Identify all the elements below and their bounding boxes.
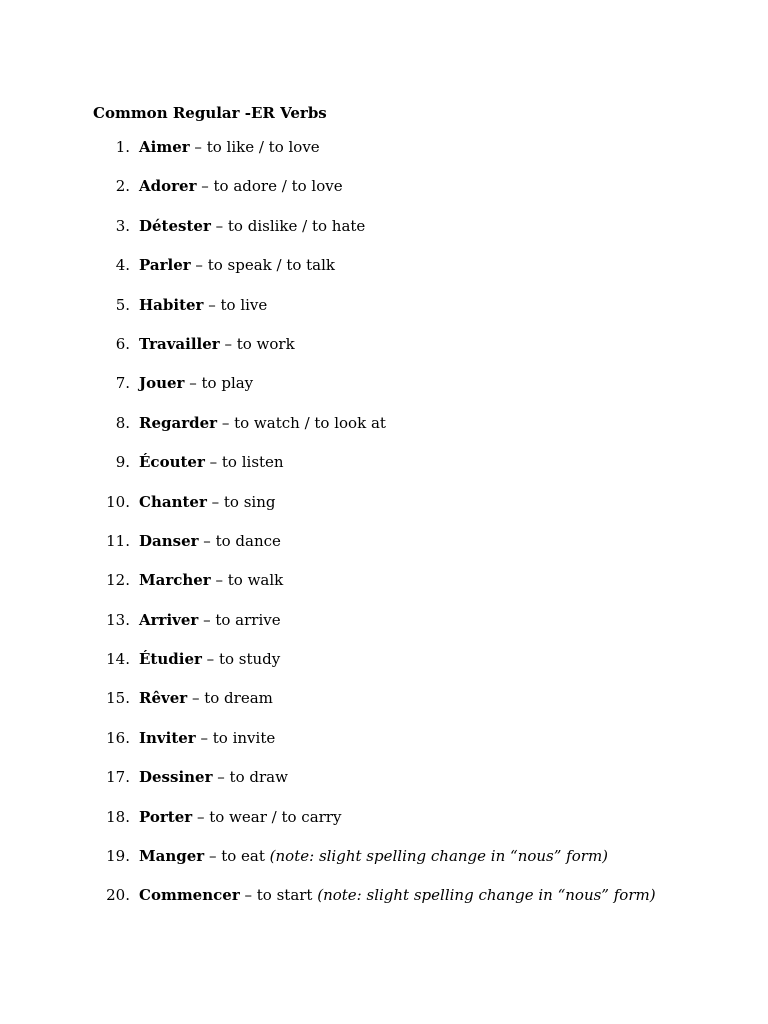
list-item [0,570,768,609]
item-body [139,413,386,433]
list-item [0,176,768,215]
dash-separator: – [210,571,228,590]
item-body [139,295,267,315]
dash-separator: – [217,413,235,432]
item-number: 1. [115,138,130,156]
french-verb: Commencer [139,886,240,905]
french-verb: Arriver [139,610,199,629]
item-body [139,610,281,630]
item-body [139,373,253,393]
english-meaning: to study [218,650,281,669]
list-item [0,688,768,727]
list-item [0,807,768,846]
item-number: 16. [106,728,130,747]
french-verb: Dessiner [139,768,213,787]
item-number: 11. [106,531,130,550]
french-verb: Adorer [139,177,197,196]
french-verb: Chanter [139,492,207,511]
dash-separator: – [196,177,214,196]
french-verb: Écouter [139,453,205,472]
item-number: 5. [115,295,130,314]
dash-separator: – [189,138,207,156]
item-body [139,688,273,708]
dash-separator: – [198,610,216,629]
french-verb: Marcher [139,571,211,590]
item-body [139,728,275,748]
item-body [139,570,283,590]
french-verb: Porter [139,807,193,826]
list-item [0,846,768,885]
dash-separator: – [192,807,210,826]
english-meaning: to play [201,374,254,393]
item-body [139,885,656,905]
english-meaning: to listen [221,453,284,472]
item-number: 12. [106,571,130,590]
english-meaning: to like / to love [206,138,320,156]
list-item [0,885,768,924]
list-item [0,334,768,373]
english-meaning: to sing [223,492,276,511]
item-number: 13. [106,610,130,629]
item-body [139,255,335,275]
dash-separator: – [198,531,216,550]
french-verb: Habiter [139,295,204,314]
french-verb: Inviter [139,728,196,747]
item-body [139,137,320,157]
list-item [0,373,768,412]
item-body [139,649,280,669]
english-meaning: to arrive [215,610,281,629]
item-number: 8. [115,413,130,432]
document-title: Common Regular -ER Verbs [93,104,327,122]
english-meaning: to dislike / to hate [227,216,366,235]
dash-separator: – [239,886,257,905]
english-meaning: to speak / to talk [207,256,336,275]
english-meaning: to invite [212,728,276,747]
dash-separator: – [190,256,208,275]
english-meaning: to adore / to love [213,177,343,196]
english-meaning: to dream [204,689,273,708]
list-item [0,216,768,255]
english-meaning: to work [236,334,295,353]
french-verb: Parler [139,256,191,275]
item-number: 20. [106,886,130,905]
dash-separator: – [204,453,222,472]
dash-separator: – [195,728,213,747]
list-item [0,452,768,491]
english-meaning: to start [256,886,318,905]
item-number: 10. [106,492,130,511]
dash-separator: – [210,216,228,235]
french-verb: Étudier [139,650,202,669]
dash-separator: – [187,689,205,708]
item-body [139,334,295,354]
english-meaning: to draw [229,768,288,787]
item-body [139,452,284,472]
verb-list [0,137,768,925]
english-meaning: to live [220,295,268,314]
english-meaning: to walk [227,571,284,590]
item-number: 15. [106,689,130,708]
list-item [0,255,768,294]
french-verb: Aimer [139,138,190,156]
list-item [0,492,768,531]
french-verb: Danser [139,531,199,550]
spelling-note: (note: slight spelling change in “nous” form) [269,847,609,866]
item-number: 14. [106,650,130,669]
dash-separator: – [204,847,222,866]
french-verb: Rêver [139,689,188,708]
french-verb: Jouer [139,374,185,393]
list-item [0,137,768,176]
item-number: 9. [115,453,130,472]
list-item [0,413,768,452]
list-item [0,531,768,570]
item-number: 4. [115,256,130,275]
item-number: 7. [115,374,130,393]
spelling-note: (note: slight spelling change in “nous” form) [317,886,656,905]
french-verb: Travailler [139,334,220,353]
list-item [0,728,768,767]
dash-separator: – [184,374,202,393]
dash-separator: – [206,492,224,511]
item-number: 19. [106,847,130,866]
item-body [139,176,343,196]
list-item [0,610,768,649]
list-item [0,295,768,334]
dash-separator: – [203,295,221,314]
item-number: 18. [106,807,130,826]
list-item [0,767,768,806]
english-meaning: to eat [221,847,270,866]
english-meaning: to watch / to look at [234,413,386,432]
french-verb: Détester [139,216,211,235]
item-number: 17. [106,768,130,787]
item-body [139,492,276,512]
item-number: 6. [115,334,130,353]
english-meaning: to wear / to carry [209,807,342,826]
item-body [139,807,341,827]
item-body [139,846,608,866]
item-number: 2. [115,177,130,196]
french-verb: Regarder [139,413,218,432]
dash-separator: – [201,650,219,669]
item-body [139,531,281,551]
dash-separator: – [212,768,230,787]
french-verb: Manger [139,847,205,866]
list-item [0,649,768,688]
dash-separator: – [219,334,237,353]
item-body [139,767,288,787]
item-body [139,216,365,236]
english-meaning: to dance [215,531,281,550]
item-number: 3. [115,216,130,235]
